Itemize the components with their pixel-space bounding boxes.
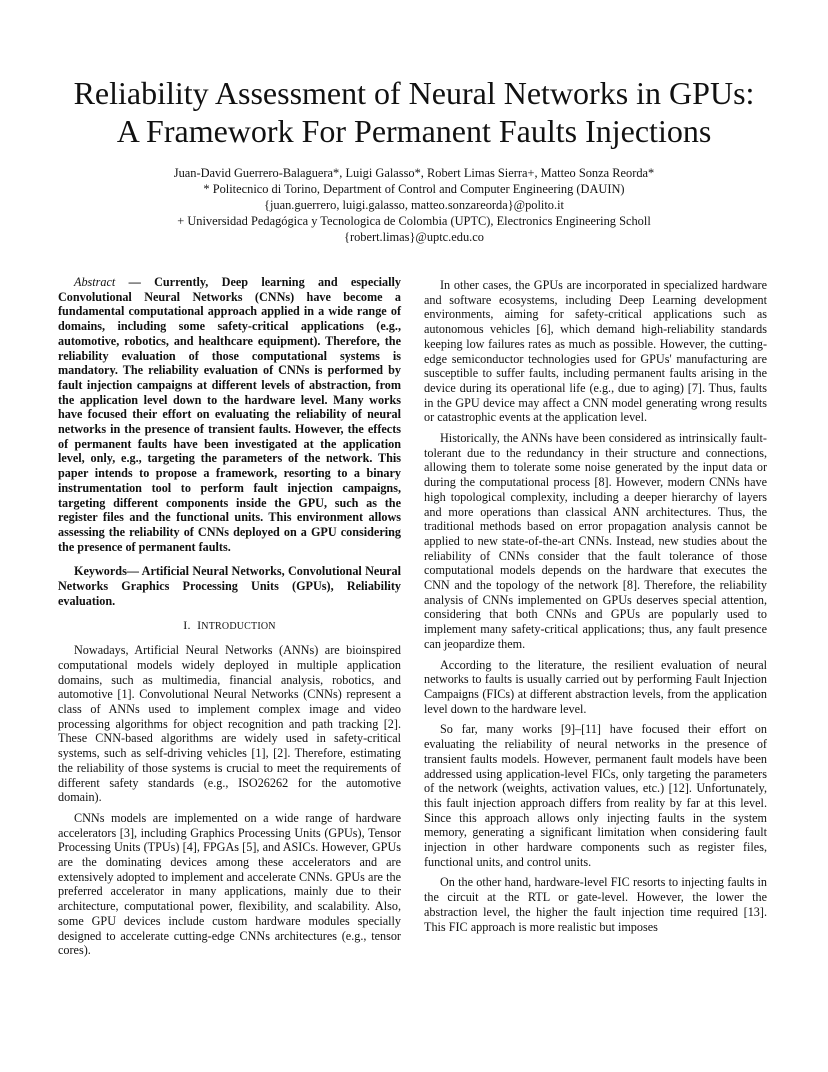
affiliation-2: + Universidad Pedagógica y Tecnologica de Colombia (UPTC), Electronics Engineering Scholl	[177, 214, 651, 228]
paragraph: So far, many works [9]–[11] have focused their effort on evaluating the reliability of neural networks in the presence of transient faults models. However, permanent fault models have been addressed using application-level FICs, only targeting the parameters of the network (weights, activation values, etc.) [12]. Unfortunately, this fault injection approach differs from reality by far at this level. Since this approach allows only injecting faults in the system memory, generating a significant limitation when considering fault injection in other hardware components such as register files, functional units, and control units.	[424, 722, 767, 869]
keywords: Keywords— Artificial Neural Networks, Convolutional Neural Networks Graphics Processing Units (GPUs), Reliability evaluation.	[58, 564, 401, 608]
section-title-first: I	[197, 618, 202, 633]
paper-title	[0, 74, 828, 150]
section-number: I.	[183, 618, 191, 633]
author-block	[0, 165, 828, 245]
right-column	[424, 278, 767, 940]
left-column	[58, 275, 401, 964]
email-1: {juan.guerrero, luigi.galasso, matteo.sonzareorda}@polito.it	[264, 198, 564, 212]
paragraph: On the other hand, hardware-level FIC resorts to injecting faults in the circuit at the RTL or gate-level. However, the lower the abstraction level, the higher the fault injection time required [13]. This FIC approach is more realistic but imposes	[424, 875, 767, 934]
affiliation-1: * Politecnico di Torino, Department of Control and Computer Engineering (DAUIN)	[203, 182, 625, 196]
abstract	[58, 275, 401, 554]
paragraph: Nowadays, Artificial Neural Networks (ANNs) are bioinspired computational models widely deployed in multiple application domains, such as multimedia, financial analysis, robotics, and automotive [1]. Convolutional Neural Networks (CNNs) represent a class of ANNs used to implement complex image and video processing algorithms for object recognition and path tracking [2]. These CNN-based algorithms are widely used in safety-critical systems, such as self-driving vehicles [1], [2]. Therefore, estimating the reliability of those systems is crucial to meet the requirements of different safety standards (e.g., ISO26262 for the automotive domain).	[58, 643, 401, 805]
author-names: Juan-David Guerrero-Balaguera*, Luigi Galasso*, Robert Limas Sierra+, Matteo Sonza Reorda*	[173, 166, 655, 180]
email-2: {robert.limas}@uptc.edu.co	[344, 230, 484, 244]
paragraph: According to the literature, the resilient evaluation of neural networks to faults is usually carried out by performing Fault Injection Campaigns (FICs) at different abstraction levels, from the application level down to the hardware level.	[424, 657, 767, 716]
abstract-text: — Currently, Deep learning and especially Convolutional Neural Networks (CNNs) have become a fundamental computational approach applied in a wide range of domains, including some safety-critical applications (e.g., automotive, robotics, and healthcare equipment). Therefore, the reliability evaluation of those computational systems is mandatory. The reliability evaluation of CNNs is performed by fault injection campaigns at different levels of abstraction, from the application level down to the hardware level. Many works have focused their effort on evaluating the reliability of neural networks in the presence of transient faults. However, the effects of permanent faults have been investigated at the application level, only, e.g., targeting the parameters of the network. This paper intends to propose a framework, resorting to a binary instrumentation tool to perform fault injection campaigns, targeting different components inside the GPU, such as the register files and the functional units. This environment allows assessing the reliability of CNNs deployed on a GPU considering the presence of permanent faults.	[58, 275, 401, 554]
paragraph: CNNs models are implemented on a wide range of hardware accelerators [3], including Graphics Processing Units (GPUs), Tensor Processing Units (TPUs) [4], FPGAs [5], and ASICs. However, GPUs are the dominating devices among these accelerators and are extensively adopted to implement and accelerate CNNs. GPUs are the preferred accelerator in many applications, mainly due to their architecture, computational power, flexibility, and scalability. Also, some GPU devices include custom hardware modules specially designed to accelerate cutting-edge CNNs architectures (e.g., tensor cores).	[58, 810, 401, 958]
section-heading-introduction	[58, 618, 401, 635]
paragraph: In other cases, the GPUs are incorporated in specialized hardware and software ecosystems, including Deep Learning development environments, aiming for safety-critical applications such as autonomous vehicles [6], which demand high-reliability standards keeping low failures rates as much as possible. However, the cutting-edge semiconductor technologies used for GPUs' manufacturing are susceptible to suffer faults, including permanent faults arising in the device during its operational life (e.g., due to aging) [7]. Thus, faults in the GPU device may affect a CNN model generating wrong results or catastrophic events at the application level.	[424, 278, 767, 425]
paragraph: Historically, the ANNs have been considered as intrinsically fault-tolerant due to the redundancy in their structure and connections, allowing them to tolerate some noise generated by the input data or during the computational process [8]. However, modern CNNs have high topological complexity, including a deeper hierarchy of layers and more operations than classical ANN architectures. Thus, the traditional methods based on error propagation analysis cannot be applied to new state-of-the-art CNNs. Instead, new studies about the reliability of CNNs consider that the fault tolerance of those computational models depends on the hardware that executes the CNN and the topology of the network [8]. Therefore, the reliability analysis of CNNs implemented on GPUs deserves special attention, considering that both CNNs and GPUs are popularly used to implement many safety-critical applications; thus, any fault presence can jeopardize them.	[424, 431, 767, 651]
title-line-2: A Framework For Permanent Faults Injections	[116, 113, 712, 149]
section-title-rest: NTRODUCTION	[201, 621, 276, 633]
title-line-1: Reliability Assessment of Neural Networks in GPUs:	[73, 75, 755, 111]
abstract-lead: Abstract	[74, 275, 116, 289]
